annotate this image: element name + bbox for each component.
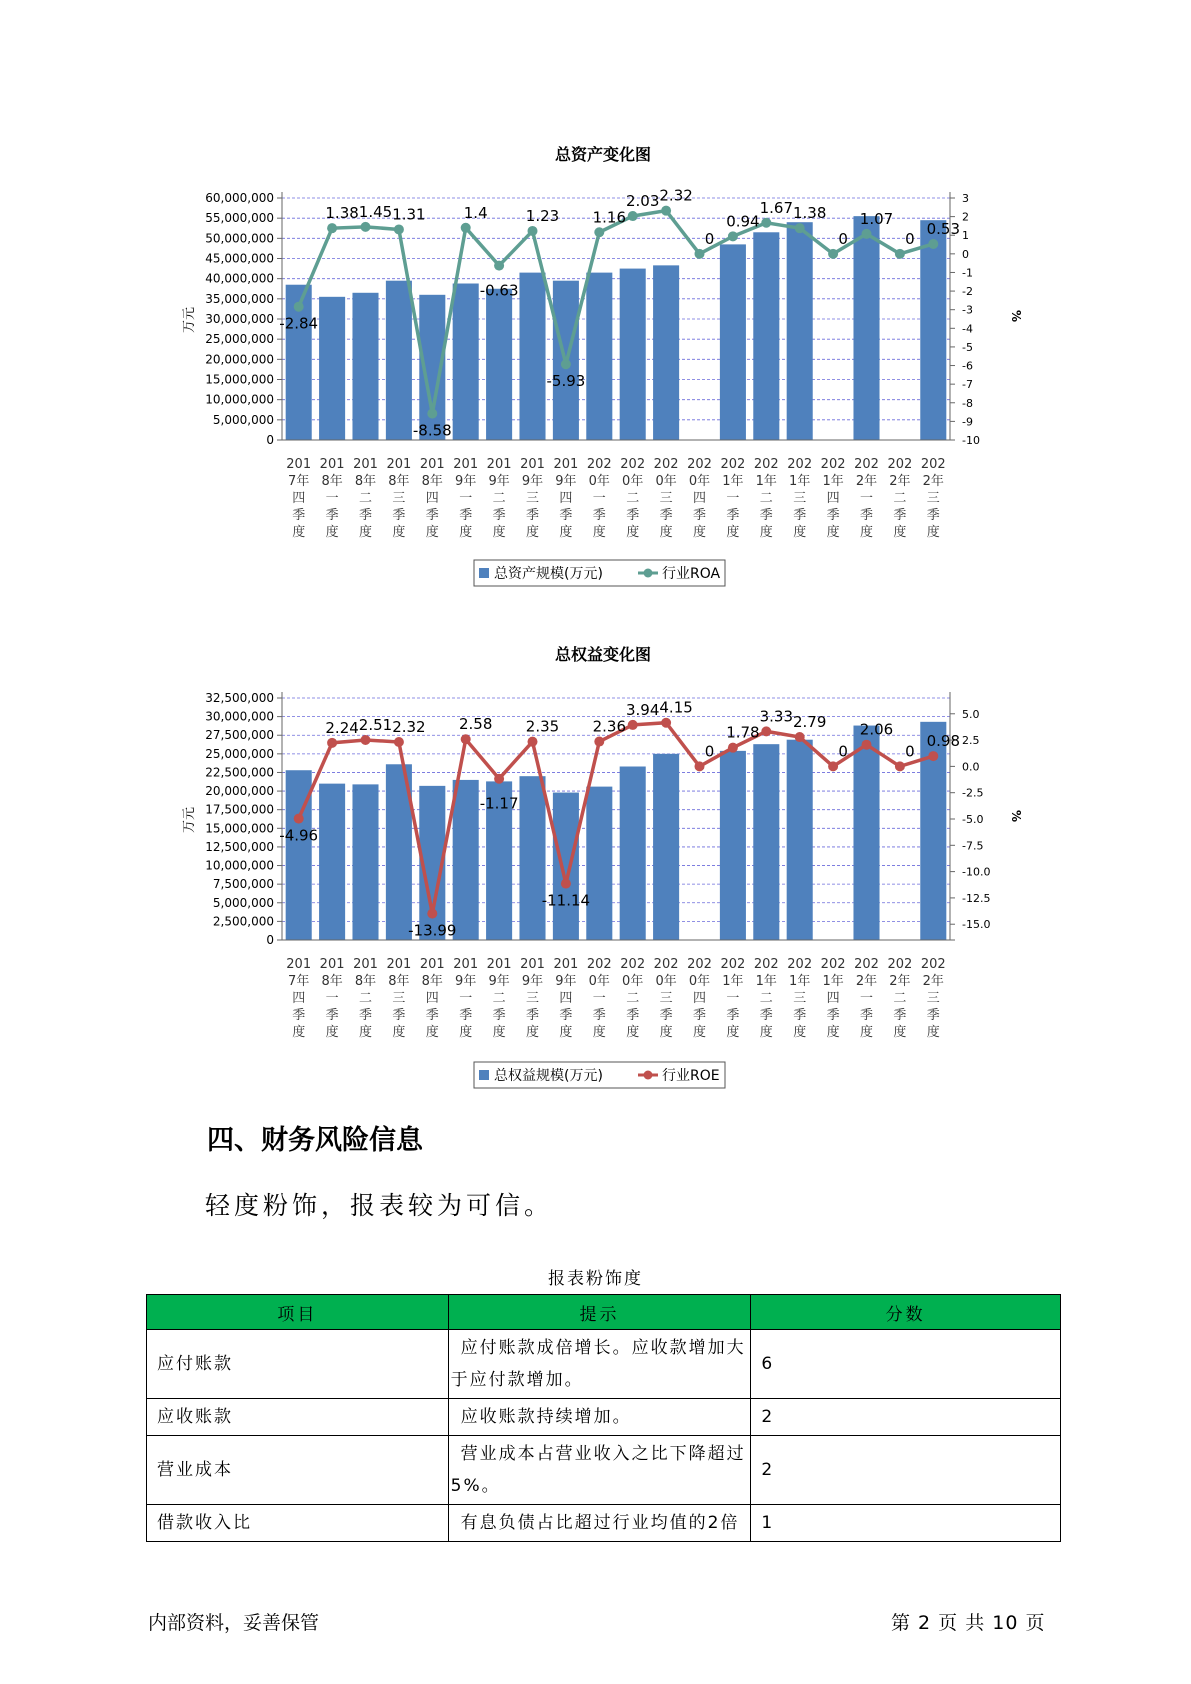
table-row bbox=[147, 1330, 1061, 1399]
left-axis-label: 万元 bbox=[182, 806, 197, 834]
chart-grid bbox=[282, 198, 950, 420]
category-label: 202 0年二季度 bbox=[620, 957, 646, 1040]
category-labels bbox=[286, 957, 945, 1040]
row-score: 2 bbox=[751, 1399, 1061, 1436]
line-point bbox=[895, 761, 905, 771]
left-tick-label: 17,500,000 bbox=[205, 802, 274, 817]
category-label: 201 8年一季度 bbox=[319, 957, 345, 1040]
line-point bbox=[761, 726, 771, 736]
line-point bbox=[528, 226, 538, 236]
right-tick-label: -7.5 bbox=[962, 839, 984, 853]
category-label: 202 1年一季度 bbox=[720, 957, 746, 1040]
category-label: 202 1年三季度 bbox=[787, 457, 813, 540]
left-tick-label: 12,500,000 bbox=[205, 839, 274, 854]
bar bbox=[319, 297, 345, 440]
category-label: 201 9年三季度 bbox=[520, 457, 545, 540]
legend-bar-swatch bbox=[479, 568, 489, 578]
legend bbox=[474, 560, 725, 586]
line-point bbox=[594, 737, 604, 747]
category-label: 202 2年一季度 bbox=[854, 957, 879, 1040]
data-label: 0 bbox=[905, 742, 915, 761]
data-label: 4.15 bbox=[659, 698, 693, 717]
section-body-text: 轻度粉饰，报表较为可信。 bbox=[205, 1191, 554, 1220]
total-assets-chart bbox=[0, 140, 1191, 600]
data-label: 1.38 bbox=[325, 204, 359, 223]
category-label: 201 8年二季度 bbox=[353, 457, 378, 540]
bar bbox=[787, 740, 813, 940]
data-label: 2.36 bbox=[592, 717, 627, 736]
left-tick-label: 40,000,000 bbox=[205, 271, 274, 286]
line-point bbox=[294, 302, 304, 312]
bar bbox=[352, 784, 378, 940]
right-tick-label: -6 bbox=[962, 359, 973, 373]
left-tick-label: 7,500,000 bbox=[212, 877, 274, 892]
right-tick-label: -5 bbox=[962, 340, 973, 354]
category-label: 202 2年二季度 bbox=[887, 457, 913, 540]
table-header-row bbox=[147, 1295, 1061, 1330]
line-point bbox=[828, 249, 838, 259]
bar bbox=[586, 787, 612, 940]
legend-line-label: 行业ROA bbox=[662, 566, 721, 582]
row-hint: 有息负债占比超过行业均值的2倍 bbox=[448, 1505, 751, 1542]
category-label: 201 8年三季度 bbox=[386, 457, 412, 540]
left-tick-label: 35,000,000 bbox=[205, 291, 274, 306]
category-label: 201 8年三季度 bbox=[386, 957, 412, 1040]
bar bbox=[620, 269, 646, 440]
bar bbox=[453, 780, 479, 940]
left-tick-label: 32,500,000 bbox=[205, 691, 274, 705]
left-tick-label: 0 bbox=[266, 933, 274, 947]
header-score: 分数 bbox=[751, 1295, 1061, 1330]
line-point bbox=[795, 732, 805, 742]
row-item: 借款收入比 bbox=[147, 1505, 449, 1542]
bar bbox=[486, 289, 512, 440]
bar bbox=[853, 216, 879, 440]
left-tick-label: 45,000,000 bbox=[205, 251, 274, 266]
category-label: 201 8年四季度 bbox=[419, 957, 445, 1040]
data-label: 2.79 bbox=[792, 713, 827, 732]
row-hint: 营业成本占营业收入之比下降超过5%。 bbox=[448, 1436, 751, 1505]
right-tick-label: 0 bbox=[962, 247, 969, 261]
line-point bbox=[661, 718, 671, 728]
line-point bbox=[795, 223, 805, 233]
left-tick-labels bbox=[205, 691, 274, 947]
line-point bbox=[862, 740, 872, 750]
bar bbox=[586, 273, 612, 440]
bar bbox=[753, 744, 779, 940]
right-axis-label: % bbox=[1009, 809, 1023, 823]
row-score: 6 bbox=[751, 1330, 1061, 1399]
line-point bbox=[728, 743, 738, 753]
data-label: -2.84 bbox=[279, 314, 319, 333]
left-tick-label: 20,000,000 bbox=[205, 352, 274, 367]
legend-bar-swatch bbox=[479, 1070, 489, 1080]
legend-bar-label: 总资产规模(万元) bbox=[494, 566, 603, 582]
line-point bbox=[461, 734, 471, 744]
data-label: 1.4 bbox=[463, 203, 488, 222]
bar bbox=[319, 784, 345, 940]
left-axis-label: 万元 bbox=[182, 306, 197, 334]
right-tick-label: -10.0 bbox=[962, 865, 991, 879]
category-label: 201 8年四季度 bbox=[419, 457, 445, 540]
line-point bbox=[862, 229, 872, 239]
table-row bbox=[147, 1399, 1061, 1436]
legend-line-marker bbox=[644, 1071, 653, 1080]
data-label: 1.45 bbox=[358, 202, 393, 221]
right-axis-label: % bbox=[1009, 309, 1023, 323]
footer-confidential-note: 内部资料，妥善保管 bbox=[148, 1612, 320, 1634]
data-label: 0 bbox=[704, 742, 715, 761]
right-tick-label: 1 bbox=[962, 229, 969, 243]
left-tick-label: 10,000,000 bbox=[205, 392, 274, 407]
bar bbox=[386, 281, 412, 440]
category-label: 201 9年四季度 bbox=[553, 957, 579, 1040]
data-label: 2.51 bbox=[358, 715, 393, 734]
line-point bbox=[695, 249, 705, 259]
left-tick-label: 2,500,000 bbox=[212, 914, 274, 929]
bar bbox=[720, 244, 746, 440]
bar bbox=[653, 265, 679, 440]
left-tick-label: 5,000,000 bbox=[212, 412, 274, 427]
category-label: 202 0年一季度 bbox=[586, 457, 612, 540]
row-item: 营业成本 bbox=[147, 1436, 449, 1505]
right-tick-label: 0.0 bbox=[962, 760, 980, 774]
left-tick-label: 30,000,000 bbox=[205, 312, 274, 326]
category-label: 202 0年四季度 bbox=[687, 457, 712, 540]
line-point bbox=[895, 249, 905, 259]
data-label: -0.63 bbox=[479, 281, 519, 300]
category-label: 202 2年二季度 bbox=[887, 957, 913, 1040]
data-label: -11.14 bbox=[541, 891, 591, 910]
bar bbox=[553, 793, 579, 940]
bar bbox=[853, 726, 879, 940]
table-row bbox=[147, 1436, 1061, 1505]
line-point bbox=[427, 909, 437, 919]
line-point bbox=[327, 738, 337, 748]
left-tick-label: 60,000,000 bbox=[205, 191, 274, 205]
left-tick-label: 10,000,000 bbox=[205, 858, 274, 873]
line-point bbox=[594, 227, 604, 237]
chart-title: 总资产变化图 bbox=[554, 145, 652, 164]
bar bbox=[720, 751, 746, 940]
risk-table bbox=[146, 1294, 1061, 1542]
data-label: 0 bbox=[704, 229, 715, 248]
right-tick-label: -10 bbox=[962, 434, 980, 447]
category-label: 201 8年二季度 bbox=[353, 957, 378, 1040]
line-point bbox=[928, 239, 938, 249]
right-tick-label: -4 bbox=[962, 322, 973, 336]
data-label: 2.03 bbox=[625, 192, 660, 211]
right-tick-label: 2.5 bbox=[962, 734, 980, 748]
right-tick-label: -12.5 bbox=[962, 891, 991, 905]
footer-page-number: 第 2 页 共 10 页 bbox=[891, 1612, 1046, 1634]
line-point bbox=[828, 761, 838, 771]
data-label: 2.32 bbox=[392, 717, 426, 736]
legend-bar-label: 总权益规模(万元) bbox=[494, 1068, 603, 1084]
bar bbox=[453, 284, 479, 440]
row-hint: 应收账款持续增加。 bbox=[448, 1399, 751, 1436]
data-label: 1.23 bbox=[525, 206, 560, 225]
line-point bbox=[661, 206, 671, 216]
line-point bbox=[361, 735, 371, 745]
category-label: 201 7年四季度 bbox=[286, 957, 312, 1040]
line-point bbox=[427, 409, 437, 419]
line-point bbox=[695, 761, 705, 771]
category-label: 201 8年一季度 bbox=[319, 457, 345, 540]
category-label: 201 9年一季度 bbox=[453, 457, 479, 540]
right-tick-label: -8 bbox=[962, 396, 973, 410]
data-label: -13.99 bbox=[408, 921, 457, 940]
category-label: 202 1年三季度 bbox=[787, 957, 813, 1040]
line-point bbox=[528, 737, 538, 747]
line-point bbox=[294, 814, 304, 824]
category-label: 202 2年三季度 bbox=[920, 957, 946, 1040]
right-tick-label: -9 bbox=[962, 415, 973, 429]
bar bbox=[653, 754, 679, 940]
data-label: 1.16 bbox=[592, 208, 627, 227]
category-label: 202 0年二季度 bbox=[620, 457, 646, 540]
row-score: 1 bbox=[751, 1505, 1061, 1542]
bar bbox=[519, 273, 545, 440]
right-tick-label: -2.5 bbox=[962, 786, 984, 800]
data-label: 2.06 bbox=[859, 720, 894, 739]
category-label: 201 7年四季度 bbox=[286, 457, 312, 540]
line-point bbox=[628, 720, 638, 730]
left-tick-label: 22,500,000 bbox=[205, 765, 274, 780]
bar bbox=[620, 767, 646, 940]
category-label: 202 1年四季度 bbox=[820, 957, 846, 1040]
bar bbox=[753, 232, 779, 440]
category-labels bbox=[286, 457, 945, 540]
right-tick-label: -2 bbox=[962, 285, 973, 299]
line-point bbox=[561, 879, 571, 889]
data-label: 1.38 bbox=[792, 204, 827, 223]
total-equity-chart bbox=[0, 640, 1191, 1100]
category-label: 201 9年二季度 bbox=[486, 457, 512, 540]
line-point bbox=[728, 231, 738, 241]
category-label: 202 0年四季度 bbox=[687, 957, 712, 1040]
data-label: 0.98 bbox=[926, 732, 961, 751]
category-label: 202 0年三季度 bbox=[653, 957, 679, 1040]
section-heading: 四、财务风险信息 bbox=[207, 1125, 423, 1156]
left-tick-label: 15,000,000 bbox=[205, 372, 274, 387]
line-point bbox=[561, 359, 571, 369]
header-item: 项目 bbox=[147, 1295, 449, 1330]
legend bbox=[474, 1062, 725, 1088]
line-point bbox=[394, 224, 404, 234]
data-label: -4.96 bbox=[279, 826, 319, 845]
row-item: 应收账款 bbox=[147, 1399, 449, 1436]
data-label: 2.35 bbox=[525, 717, 560, 736]
bar bbox=[352, 293, 378, 440]
legend-line-marker bbox=[644, 569, 653, 578]
line-point bbox=[761, 218, 771, 228]
data-label: 2.24 bbox=[325, 718, 359, 737]
row-hint: 应付账款成倍增长。应收款增加大于应付款增加。 bbox=[448, 1330, 751, 1399]
chart-bars bbox=[286, 216, 947, 440]
right-tick-label: -15.0 bbox=[962, 918, 991, 932]
data-label: 1.31 bbox=[392, 205, 426, 224]
row-item: 应付账款 bbox=[147, 1330, 449, 1399]
category-label: 202 0年三季度 bbox=[653, 457, 679, 540]
left-tick-label: 50,000,000 bbox=[205, 231, 274, 246]
data-label: 2.32 bbox=[659, 186, 693, 205]
line-point bbox=[361, 222, 371, 232]
chart-title: 总权益变化图 bbox=[554, 645, 652, 664]
line-point bbox=[494, 261, 504, 271]
category-label: 202 1年四季度 bbox=[820, 457, 846, 540]
header-hint: 提示 bbox=[448, 1295, 751, 1330]
bar bbox=[519, 776, 545, 940]
data-label: 0.53 bbox=[926, 219, 961, 238]
line-point bbox=[327, 223, 337, 233]
category-label: 201 9年四季度 bbox=[553, 457, 579, 540]
legend-line-label: 行业ROE bbox=[662, 1068, 720, 1084]
data-label: 3.94 bbox=[625, 700, 660, 719]
left-tick-label: 55,000,000 bbox=[205, 211, 274, 226]
right-tick-label: -3 bbox=[962, 303, 973, 317]
line-point bbox=[394, 737, 404, 747]
right-tick-label: -7 bbox=[962, 378, 973, 392]
category-label: 201 9年二季度 bbox=[486, 957, 512, 1040]
category-label: 202 0年一季度 bbox=[586, 957, 612, 1040]
left-tick-labels bbox=[205, 191, 274, 447]
data-label: -8.58 bbox=[412, 421, 452, 440]
category-label: 202 1年二季度 bbox=[753, 957, 779, 1040]
left-tick-label: 20,000,000 bbox=[205, 784, 274, 799]
table-caption: 报表粉饰度 bbox=[548, 1269, 643, 1289]
data-label: 0.94 bbox=[726, 212, 760, 231]
left-tick-label: 25,000,000 bbox=[205, 746, 274, 761]
line-point bbox=[628, 211, 638, 221]
left-tick-label: 25,000,000 bbox=[205, 332, 274, 347]
data-label: 1.67 bbox=[759, 198, 794, 217]
category-label: 201 9年一季度 bbox=[453, 957, 479, 1040]
data-label: -5.93 bbox=[546, 372, 586, 391]
data-label: 1.07 bbox=[859, 209, 894, 228]
data-label: 1.78 bbox=[726, 723, 760, 742]
category-label: 202 2年三季度 bbox=[920, 457, 946, 540]
data-label: 0 bbox=[905, 229, 915, 248]
data-label: -1.17 bbox=[479, 794, 519, 813]
right-tick-label: 2 bbox=[962, 210, 969, 224]
left-tick-label: 5,000,000 bbox=[212, 895, 274, 910]
data-label: 2.58 bbox=[458, 715, 493, 734]
category-label: 201 9年三季度 bbox=[520, 957, 545, 1040]
left-tick-label: 0 bbox=[266, 433, 274, 447]
bar bbox=[787, 222, 813, 440]
data-label: 0 bbox=[838, 742, 848, 761]
row-score: 2 bbox=[751, 1436, 1061, 1505]
category-label: 202 2年一季度 bbox=[854, 457, 879, 540]
left-tick-label: 15,000,000 bbox=[205, 821, 274, 836]
table-row bbox=[147, 1505, 1061, 1542]
line-point bbox=[461, 223, 471, 233]
right-tick-labels bbox=[962, 192, 980, 447]
right-tick-label: 5.0 bbox=[962, 707, 980, 721]
right-tick-label: -1 bbox=[962, 266, 973, 280]
category-label: 202 1年一季度 bbox=[720, 457, 746, 540]
right-tick-label: 3 bbox=[962, 192, 969, 205]
right-tick-label: -5.0 bbox=[962, 813, 984, 826]
line-point bbox=[928, 751, 938, 761]
data-label: 3.33 bbox=[759, 707, 794, 726]
data-label: 0 bbox=[838, 229, 848, 248]
left-tick-label: 30,000,000 bbox=[205, 709, 274, 724]
line-point bbox=[494, 774, 504, 784]
category-label: 202 1年二季度 bbox=[753, 457, 779, 540]
bar bbox=[920, 220, 946, 440]
right-tick-labels bbox=[962, 708, 990, 931]
left-tick-label: 27,500,000 bbox=[205, 728, 274, 743]
